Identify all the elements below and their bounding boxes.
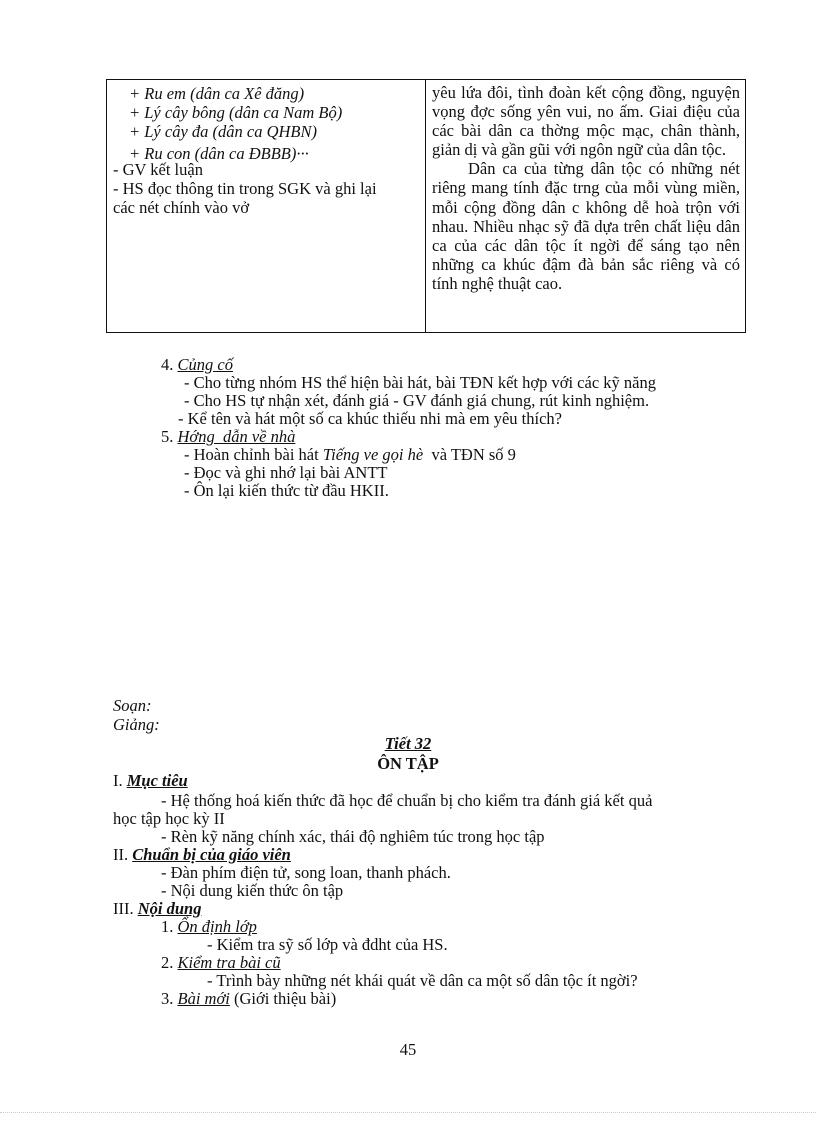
song-title: Tiếng ve gọi hè xyxy=(322,445,424,464)
part3-title: Nội dung xyxy=(137,899,202,918)
part3-heading xyxy=(113,900,201,918)
soan-label: Soạn: xyxy=(113,696,152,715)
part3-sub2-item: - Trình bày những nét khái quát về dân ca một số dân tộc ít ngời? xyxy=(207,971,638,990)
part3-sub1-heading xyxy=(161,918,257,936)
section5-item-3: - Ôn lại kiến thức từ đầu HKII. xyxy=(184,481,389,500)
section5-title: Hớng dẫn về nhà xyxy=(177,427,296,446)
page-number: 45 xyxy=(399,1040,417,1059)
section5-item-1-post: và TĐN số 9 xyxy=(423,445,516,464)
part3-sub3-rest: (Giới thiệu bài) xyxy=(229,989,337,1008)
left-item-ru-em: + Ru em (dân ca Xê đăng) xyxy=(129,84,305,103)
section5-item-2: - Đọc và ghi nhớ lại bài ANTT xyxy=(184,463,388,482)
lesson-number: Tiết 32 xyxy=(384,734,432,753)
part3-sub3-heading xyxy=(161,990,336,1008)
part1-heading xyxy=(113,772,188,790)
part1-line-2: học tập học kỳ II xyxy=(113,809,225,828)
part3-sub3-number: 3. xyxy=(161,989,178,1008)
part3-sub2-number: 2. xyxy=(161,953,178,972)
table-column-divider xyxy=(425,80,426,332)
page-bottom-rule xyxy=(0,1112,816,1113)
giang-label: Giảng: xyxy=(113,715,160,734)
table-right-column xyxy=(432,83,740,293)
right-paragraph-2: Dân ca của từng dân tộc có những nét riêng mang tính đặc trng của mỗi vùng miền, mỗi cộng đồng dân c không dễ hoà trộn với nhau. Nhiều nhạc sỹ đã dựa trên chất liệu dân ca của các dân tộc ít ngời để sáng tạo nên những ca khúc đậm đà bản sắc riêng và có tính nghệ thuật cao. xyxy=(432,159,740,293)
part1-line-3: - Rèn kỹ năng chính xác, thái độ nghiêm túc trong học tập xyxy=(161,827,545,846)
part2-line-1: - Đàn phím điện tử, song loan, thanh phách. xyxy=(161,863,451,882)
left-item-ly-cay-da: + Lý cây đa (dân ca QHBN) xyxy=(129,122,318,141)
part3-sub1-item: - Kiểm tra sỹ số lớp và đdht của HS. xyxy=(207,935,448,954)
part1-label: I. xyxy=(113,771,127,790)
section4-item-3: - Kể tên và hát một số ca khúc thiếu nhi mà em yêu thích? xyxy=(178,409,562,428)
part3-label: III. xyxy=(113,899,138,918)
section4-item-1: - Cho từng nhóm HS thể hiện bài hát, bài TĐN kết hợp với các kỹ năng xyxy=(184,373,656,392)
left-item-hs-doc-cont: các nét chính vào vở xyxy=(113,198,250,217)
part1-line-1: - Hệ thống hoá kiến thức đã học để chuẩn bị cho kiểm tra đánh giá kết quả xyxy=(161,791,653,810)
part3-sub3-title: Bài mới xyxy=(177,989,230,1008)
section5-number: 5. xyxy=(161,427,174,446)
part2-heading xyxy=(113,846,291,864)
left-item-hs-doc: - HS đọc thông tin trong SGK và ghi lại xyxy=(113,179,377,198)
part2-line-2: - Nội dung kiến thức ôn tập xyxy=(161,881,344,900)
part2-label: II. xyxy=(113,845,133,864)
part3-sub1-title: Ổn định lớp xyxy=(177,917,257,936)
section4-heading xyxy=(161,356,233,374)
part3-sub2-heading xyxy=(161,954,281,972)
left-item-gv-ket-luan: - GV kết luận xyxy=(113,160,203,179)
part3-sub2-title: Kiểm tra bài cũ xyxy=(177,953,281,972)
section5-heading xyxy=(161,428,295,446)
part1-title: Mục tiêu xyxy=(126,771,188,790)
section4-item-2: - Cho HS tự nhận xét, đánh giá - GV đánh giá chung, rút kinh nghiệm. xyxy=(184,391,650,410)
section5-item-1-pre: - Hoàn chỉnh bài hát xyxy=(184,445,323,464)
section4-number: 4. xyxy=(161,355,174,374)
left-item-ru-con: + Ru con (dân ca ĐBBB)··· xyxy=(129,144,309,163)
right-paragraph-1: yêu lứa đôi, tình đoàn kết cộng đồng, nguyện vọng đợc sống yên vui, no ấm. Giai điệu của các bài dân ca thờng mộc mạc, chân thành, giản dị và gần gũi với ngôn ngữ của dân tộc. xyxy=(432,83,740,160)
section4-title: Củng cố xyxy=(177,355,233,374)
lesson-title: ÔN TẬP xyxy=(377,754,439,773)
section5-item-1 xyxy=(184,446,516,464)
part3-sub1-number: 1. xyxy=(161,917,178,936)
part2-title: Chuẩn bị của giáo viên xyxy=(132,845,291,864)
left-item-ly-cay-bong: + Lý cây bông (dân ca Nam Bộ) xyxy=(129,103,343,122)
